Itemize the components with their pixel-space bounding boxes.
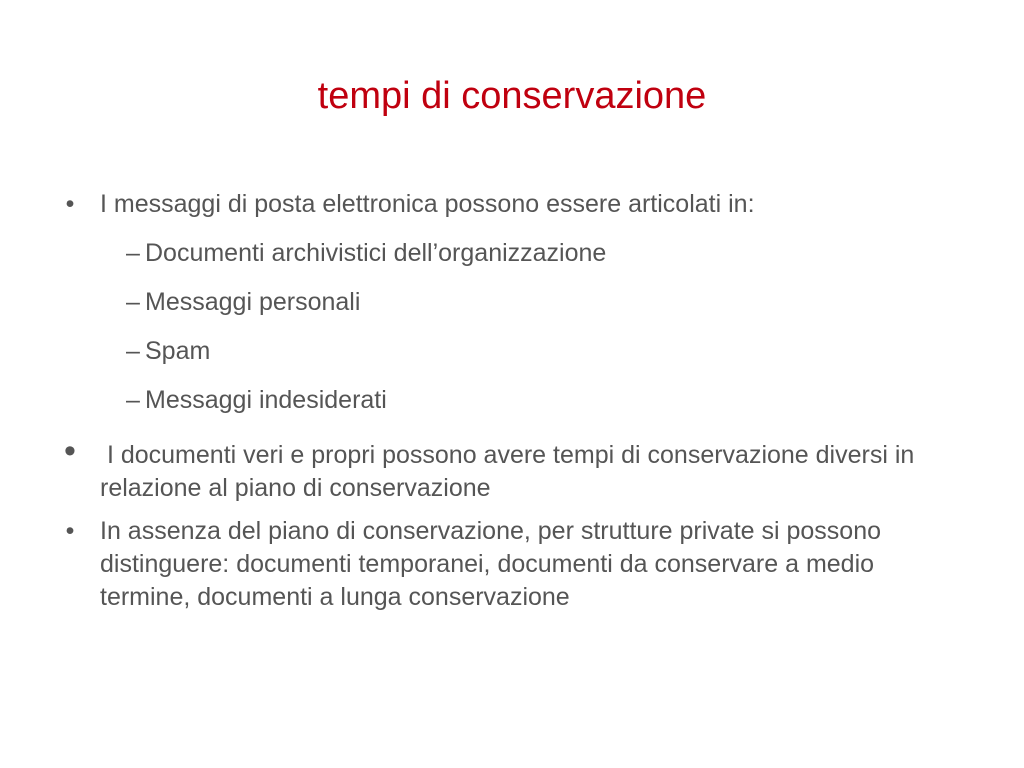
sub-item-3	[58, 335, 958, 368]
sub-item-text: Spam	[145, 337, 211, 365]
dash-marker: –	[126, 337, 140, 365]
slide-body	[58, 188, 958, 614]
sub-item-text: Messaggi indesiderati	[145, 386, 387, 414]
bullet-item-2	[58, 432, 958, 505]
dash-marker: –	[126, 386, 140, 414]
sub-list	[58, 237, 958, 417]
bullet-text: I messaggi di posta elettronica possono essere articolati in:	[100, 190, 755, 218]
bullet-marker: •	[64, 432, 76, 470]
bullet-text: I documenti veri e propri possono avere tempi di conservazione diversi in relazione al piano di conservazione	[100, 441, 922, 502]
sub-item-text: Documenti archivistici dell’organizzazione	[145, 239, 607, 267]
sub-item-2	[58, 286, 958, 319]
bullet-item-1	[58, 188, 958, 221]
bullet-item-3	[58, 515, 958, 614]
sub-item-4	[58, 384, 958, 417]
bullet-marker: •	[65, 517, 75, 545]
sub-item-text: Messaggi personali	[145, 288, 361, 316]
slide-title: tempi di conservazione	[317, 75, 707, 117]
dash-marker: –	[126, 239, 140, 267]
bullet-text: In assenza del piano di conservazione, per strutture private si possono distinguere: documenti temporanei, documenti da conservare a medio termine, documenti a lunga conservazione	[100, 517, 882, 611]
sub-item-1	[58, 237, 958, 270]
bullet-marker: •	[65, 190, 75, 218]
dash-marker: –	[126, 288, 140, 316]
